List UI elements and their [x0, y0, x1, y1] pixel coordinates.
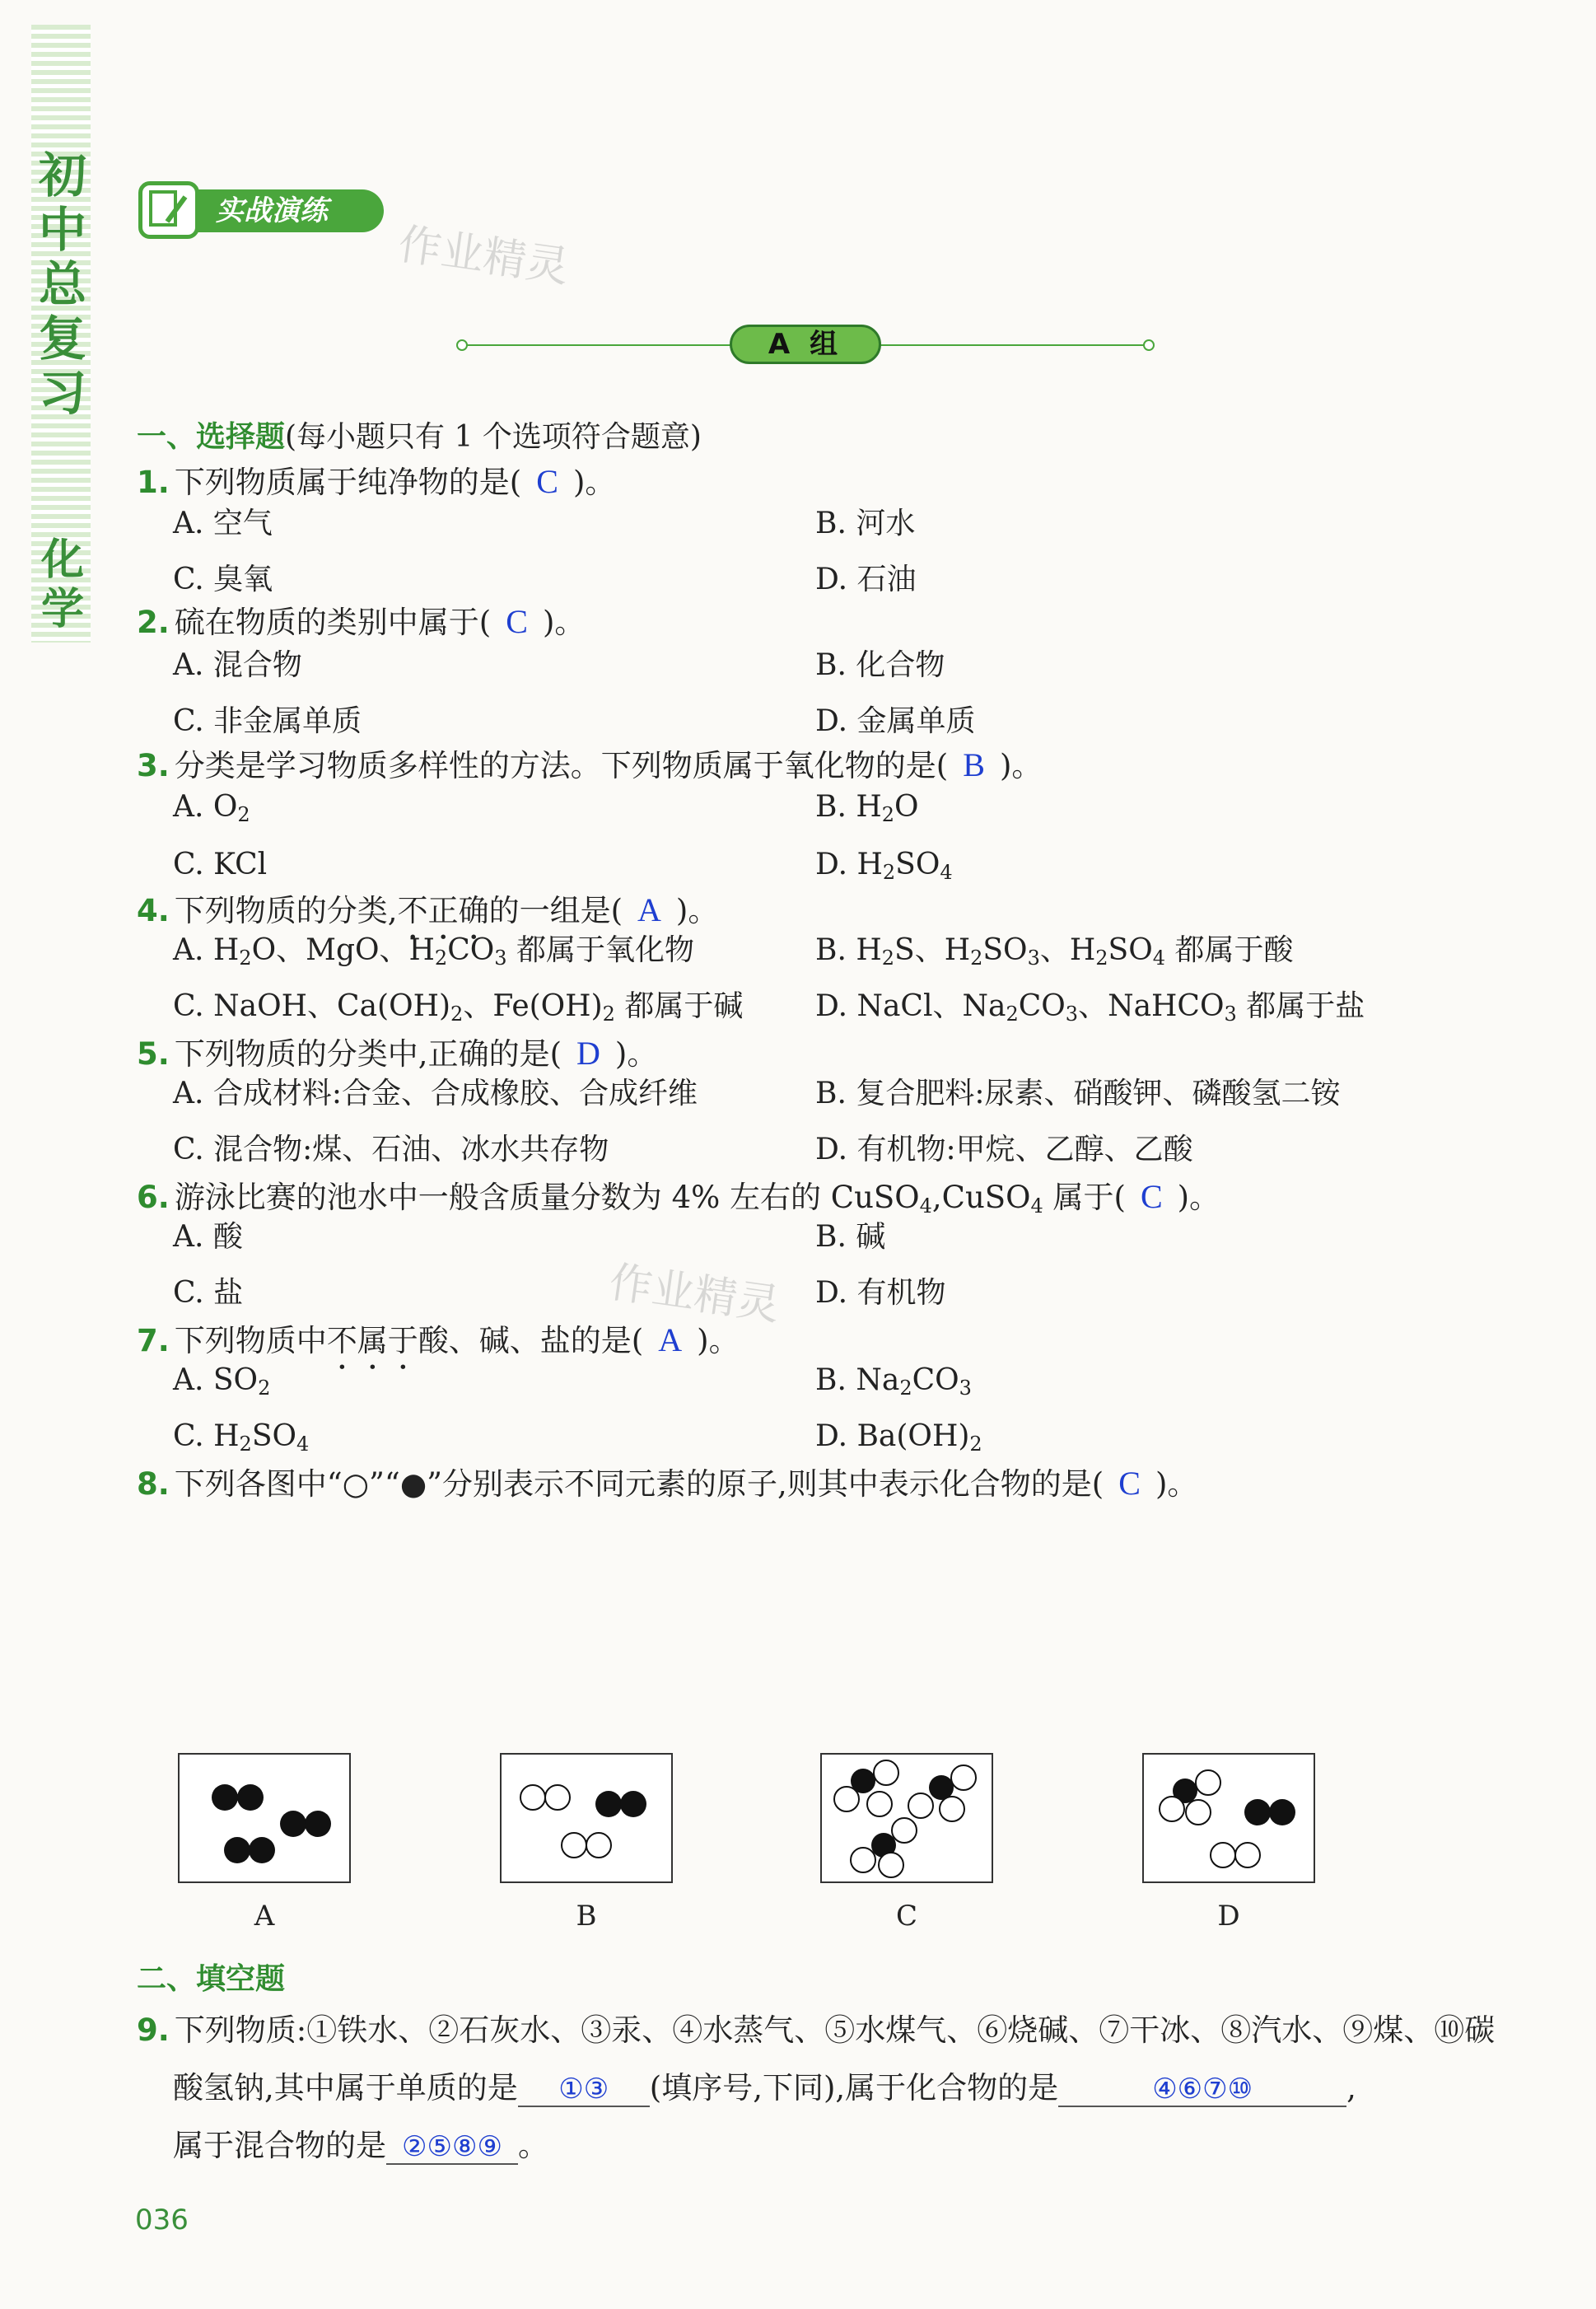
watermark: 作业精灵	[395, 219, 572, 293]
figure-label: B	[576, 1900, 597, 1933]
handwritten-answer: C	[1140, 1178, 1163, 1215]
watermark: 作业精灵	[606, 1257, 783, 1331]
banner-label: 实战演练	[196, 189, 384, 232]
figure-b	[500, 1753, 673, 1883]
section-title: 一、选择题	[137, 420, 286, 454]
question-2	[137, 601, 585, 643]
question-text: 下列物质的分类中,正确的是(	[174, 1036, 562, 1072]
option-d: D. 金属单质	[815, 704, 976, 738]
handwritten-answer: B	[963, 746, 985, 783]
figure-label: D	[1217, 1900, 1240, 1933]
question-number: 2.	[137, 605, 170, 640]
question-6	[137, 1176, 1220, 1218]
option-b: B. 化合物	[815, 648, 945, 682]
option-b: B. $H_2O$	[815, 790, 919, 826]
answer-blank-elements: ①③	[518, 2073, 650, 2107]
question-text: 酸氢钠,其中属于单质的是	[173, 2070, 518, 2106]
question-text: 属于混合物的是	[173, 2128, 386, 2163]
option-a: A. 酸	[173, 1220, 243, 1254]
question-text: 下列各图中“○”“●”分别表示不同元素的原子,则其中表示化合物的是(	[174, 1466, 1104, 1502]
option-b: B. 河水	[815, 507, 916, 540]
question-text: 游泳比赛的池水中一般含质量分数为 4% 左右的 CuSO$_4$,CuSO$_4$ 属于(	[174, 1180, 1126, 1218]
option-c: C. $H_2SO_4$	[173, 1419, 310, 1456]
question-number: 3.	[137, 748, 170, 783]
option-c: C. 盐	[173, 1276, 244, 1310]
option-c: C. 臭氧	[173, 563, 273, 596]
option-b: B. 碱	[815, 1220, 886, 1254]
section-title-choice	[137, 414, 702, 456]
handwritten-answer: A	[658, 1321, 683, 1358]
figure-label: C	[895, 1900, 917, 1933]
question-tail: )。	[614, 1036, 658, 1072]
handwritten-answer: C	[1118, 1465, 1141, 1502]
option-c: C. NaOH、$Ca(OH)_2$、$Fe(OH)_2$ 都属于碱	[173, 989, 744, 1026]
question-text: 下列物质:①铁水、②石灰水、③汞、④水蒸气、⑤水煤气、⑥烧碱、⑦干冰、⑧汽水、⑨煤、⑩碳	[174, 2012, 1496, 2048]
option-a: A. 混合物	[173, 648, 302, 682]
question-text: ,	[1346, 2070, 1356, 2106]
option-d: D. 有机物	[815, 1276, 946, 1310]
option-b: B. 复合肥料:尿素、硝酸钾、磷酸氢二铵	[815, 1077, 1341, 1110]
option-a: A. $H_2O$、MgO、$H_2CO_3$ 都属于氧化物	[173, 933, 694, 970]
question-tail: )。	[999, 748, 1043, 783]
option-a: A. $SO_2$	[173, 1363, 271, 1400]
option-c: C. 混合物:煤、石油、冰水共存物	[173, 1133, 609, 1166]
question-text: 硫在物质的类别中属于(	[174, 605, 492, 640]
option-a: A. 合成材料:合金、合成橡胶、合成纤维	[173, 1077, 698, 1110]
question-text: 。	[518, 2128, 548, 2163]
handwritten-answer: C	[506, 603, 528, 640]
question-tail: )。	[542, 605, 586, 640]
question-9-line3	[173, 2125, 548, 2166]
question-8	[137, 1463, 1197, 1505]
sidebar-title: 初 中 总 复 习	[38, 147, 86, 421]
option-d: D. $H_2SO_4$	[815, 848, 953, 884]
question-1	[137, 461, 615, 503]
page-number: 036	[135, 2204, 189, 2237]
question-tail: )。	[572, 465, 616, 500]
figure-label: A	[254, 1900, 275, 1933]
question-number: 1.	[137, 465, 170, 500]
option-d: D. 有机物:甲烷、乙醇、乙酸	[815, 1133, 1193, 1166]
question-number: 8.	[137, 1466, 170, 1502]
emphasis-text: 不正确	[397, 893, 489, 928]
section-note: (每小题只有 1 个选项符合题意)	[285, 420, 702, 454]
question-text: (填序号,下同),属于化合物的是	[649, 2070, 1059, 2106]
question-text: 下列物质的分类,不正确的一组是(	[174, 893, 623, 928]
sidebar-subject: 化学	[40, 535, 84, 634]
question-number: 4.	[137, 893, 170, 928]
option-d: D. $Ba(OH)_2$	[815, 1419, 982, 1456]
option-b: B. $Na_2CO_3$	[815, 1363, 972, 1400]
question-5	[137, 1033, 657, 1075]
question-tail: )。	[1155, 1466, 1198, 1502]
figure-d	[1142, 1753, 1315, 1883]
question-tail: )。	[675, 893, 719, 928]
question-text: 下列物质中不属于酸、碱、盐的是(	[174, 1323, 644, 1358]
emphasis-text: 不属于	[326, 1323, 418, 1358]
figure-c	[820, 1753, 993, 1883]
question-tail: )。	[1177, 1180, 1220, 1215]
question-number: 5.	[137, 1036, 170, 1072]
answer-blank-mixtures: ②⑤⑧⑨	[386, 2130, 518, 2165]
question-3	[137, 745, 1042, 787]
question-text: 分类是学习物质多样性的方法。下列物质属于氧化物的是(	[174, 748, 949, 783]
question-9	[137, 2010, 1495, 2051]
option-a: A. 空气	[173, 507, 273, 540]
option-d: D. 石油	[815, 563, 917, 596]
group-badge: A 组	[730, 325, 881, 364]
option-a: A. $O_2$	[173, 790, 250, 826]
question-text: 下列物质属于纯净物的是(	[174, 465, 522, 500]
question-number: 9.	[137, 2012, 170, 2048]
option-c: C. KCl	[173, 848, 268, 881]
question-number: 7.	[137, 1323, 170, 1358]
question-number: 6.	[137, 1180, 170, 1215]
handwritten-answer: A	[637, 891, 661, 928]
question-tail: )。	[697, 1323, 740, 1358]
option-b: B. $H_2S$、$H_2SO_3$、$H_2SO_4$ 都属于酸	[815, 933, 1294, 970]
answer-blank-compounds: ④⑥⑦⑩	[1058, 2073, 1346, 2107]
figure-a	[178, 1753, 351, 1883]
option-d: D. NaCl、$Na_2CO_3$、NaHCO$_3$ 都属于盐	[815, 989, 1365, 1026]
section-title-fill: 二、填空题	[137, 1962, 286, 1996]
option-c: C. 非金属单质	[173, 704, 362, 738]
question-9-line2	[173, 2068, 1356, 2109]
pencil-note-icon	[138, 181, 199, 239]
handwritten-answer: D	[576, 1035, 600, 1072]
practice-banner	[138, 181, 385, 239]
handwritten-answer: C	[536, 463, 558, 500]
